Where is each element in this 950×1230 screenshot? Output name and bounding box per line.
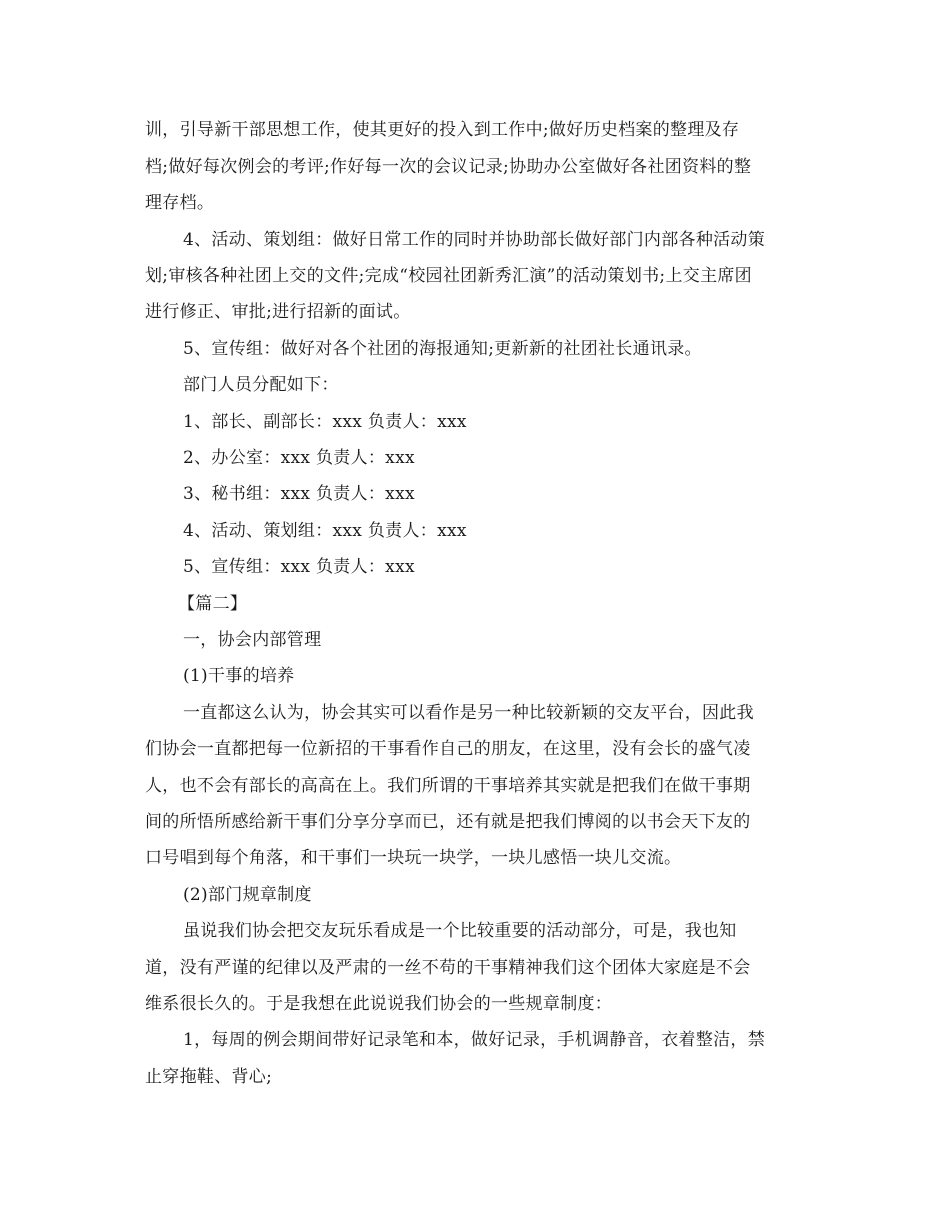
- section-heading-staffing: 部门人员分配如下：: [183, 375, 339, 395]
- section-heading-internal-management: 一，协会内部管理: [183, 630, 322, 650]
- staff-item-2: 2、办公室：xxx 负责人：xxx: [183, 448, 415, 468]
- staff-item-3: 3、秘书组：xxx 负责人：xxx: [183, 484, 415, 504]
- body-text-line: 间的所悟所感给新干事们分享分享而已，还有就是把我们博阅的以书会天下友的: [145, 812, 751, 832]
- body-text-line: 虽说我们协会把交友玩乐看成是一个比较重要的活动部分，可是，我也知: [183, 921, 737, 941]
- body-text-line: 进行修正、审批;进行招新的面试。: [145, 302, 411, 322]
- staff-item-1: 1、部长、副部长：xxx 负责人：xxx: [183, 412, 467, 432]
- list-item-publicity: 5、宣传组：做好对各个社团的海报通知;更新新的社团社长通讯录。: [183, 339, 702, 359]
- body-text-line: 维系很长久的。于是我想在此说说我们协会的一些规章制度：: [145, 994, 613, 1014]
- body-text-line: 人，也不会有部长的高高在上。我们所谓的干事培养其实就是把我们在做干事期: [145, 776, 751, 796]
- body-text-line: 道，没有严谨的纪律以及严肃的一丝不苟的干事精神我们这个团体大家庭是不会: [145, 958, 751, 978]
- list-item-activity-planning: 4、活动、策划组：做好日常工作的同时并协助部长做好部门内部各种活动策: [183, 230, 766, 250]
- body-text-line: 一直都这么认为，协会其实可以看作是另一种比较新颖的交友平台，因此我: [183, 703, 754, 723]
- staff-item-5: 5、宣传组：xxx 负责人：xxx: [183, 557, 415, 577]
- rule-item-1: 1，每周的例会期间带好记录笔和本，做好记录，手机调静音，衣着整洁，禁: [183, 1030, 766, 1050]
- body-text-line: 们协会一直都把每一位新招的干事看作自己的朋友，在这里，没有会长的盛气凌: [145, 739, 751, 759]
- staff-item-4: 4、活动、策划组：xxx 负责人：xxx: [183, 521, 467, 541]
- part-title: 【篇二】: [178, 594, 248, 614]
- body-text-line: 理存档。: [145, 193, 215, 213]
- body-text-line: 训，引导新干部思想工作，使其更好的投入到工作中;做好历史档案的整理及存: [145, 120, 740, 140]
- body-text-line: 划;审核各种社团上交的文件;完成“校园社团新秀汇演”的活动策划书;上交主席团: [145, 266, 752, 286]
- subheading-staff-training: (1)干事的培养: [183, 666, 295, 686]
- subheading-rules: (2)部门规章制度: [183, 885, 312, 905]
- body-text-line: 止穿拖鞋、背心;: [145, 1067, 273, 1087]
- body-text-line: 档;做好每次例会的考评;作好每一次的会议记录;协助办公室做好各社团资料的整: [145, 157, 752, 177]
- body-text-line: 口号唱到每个角落，和干事们一块玩一块学，一块儿感悟一块儿交流。: [145, 848, 682, 868]
